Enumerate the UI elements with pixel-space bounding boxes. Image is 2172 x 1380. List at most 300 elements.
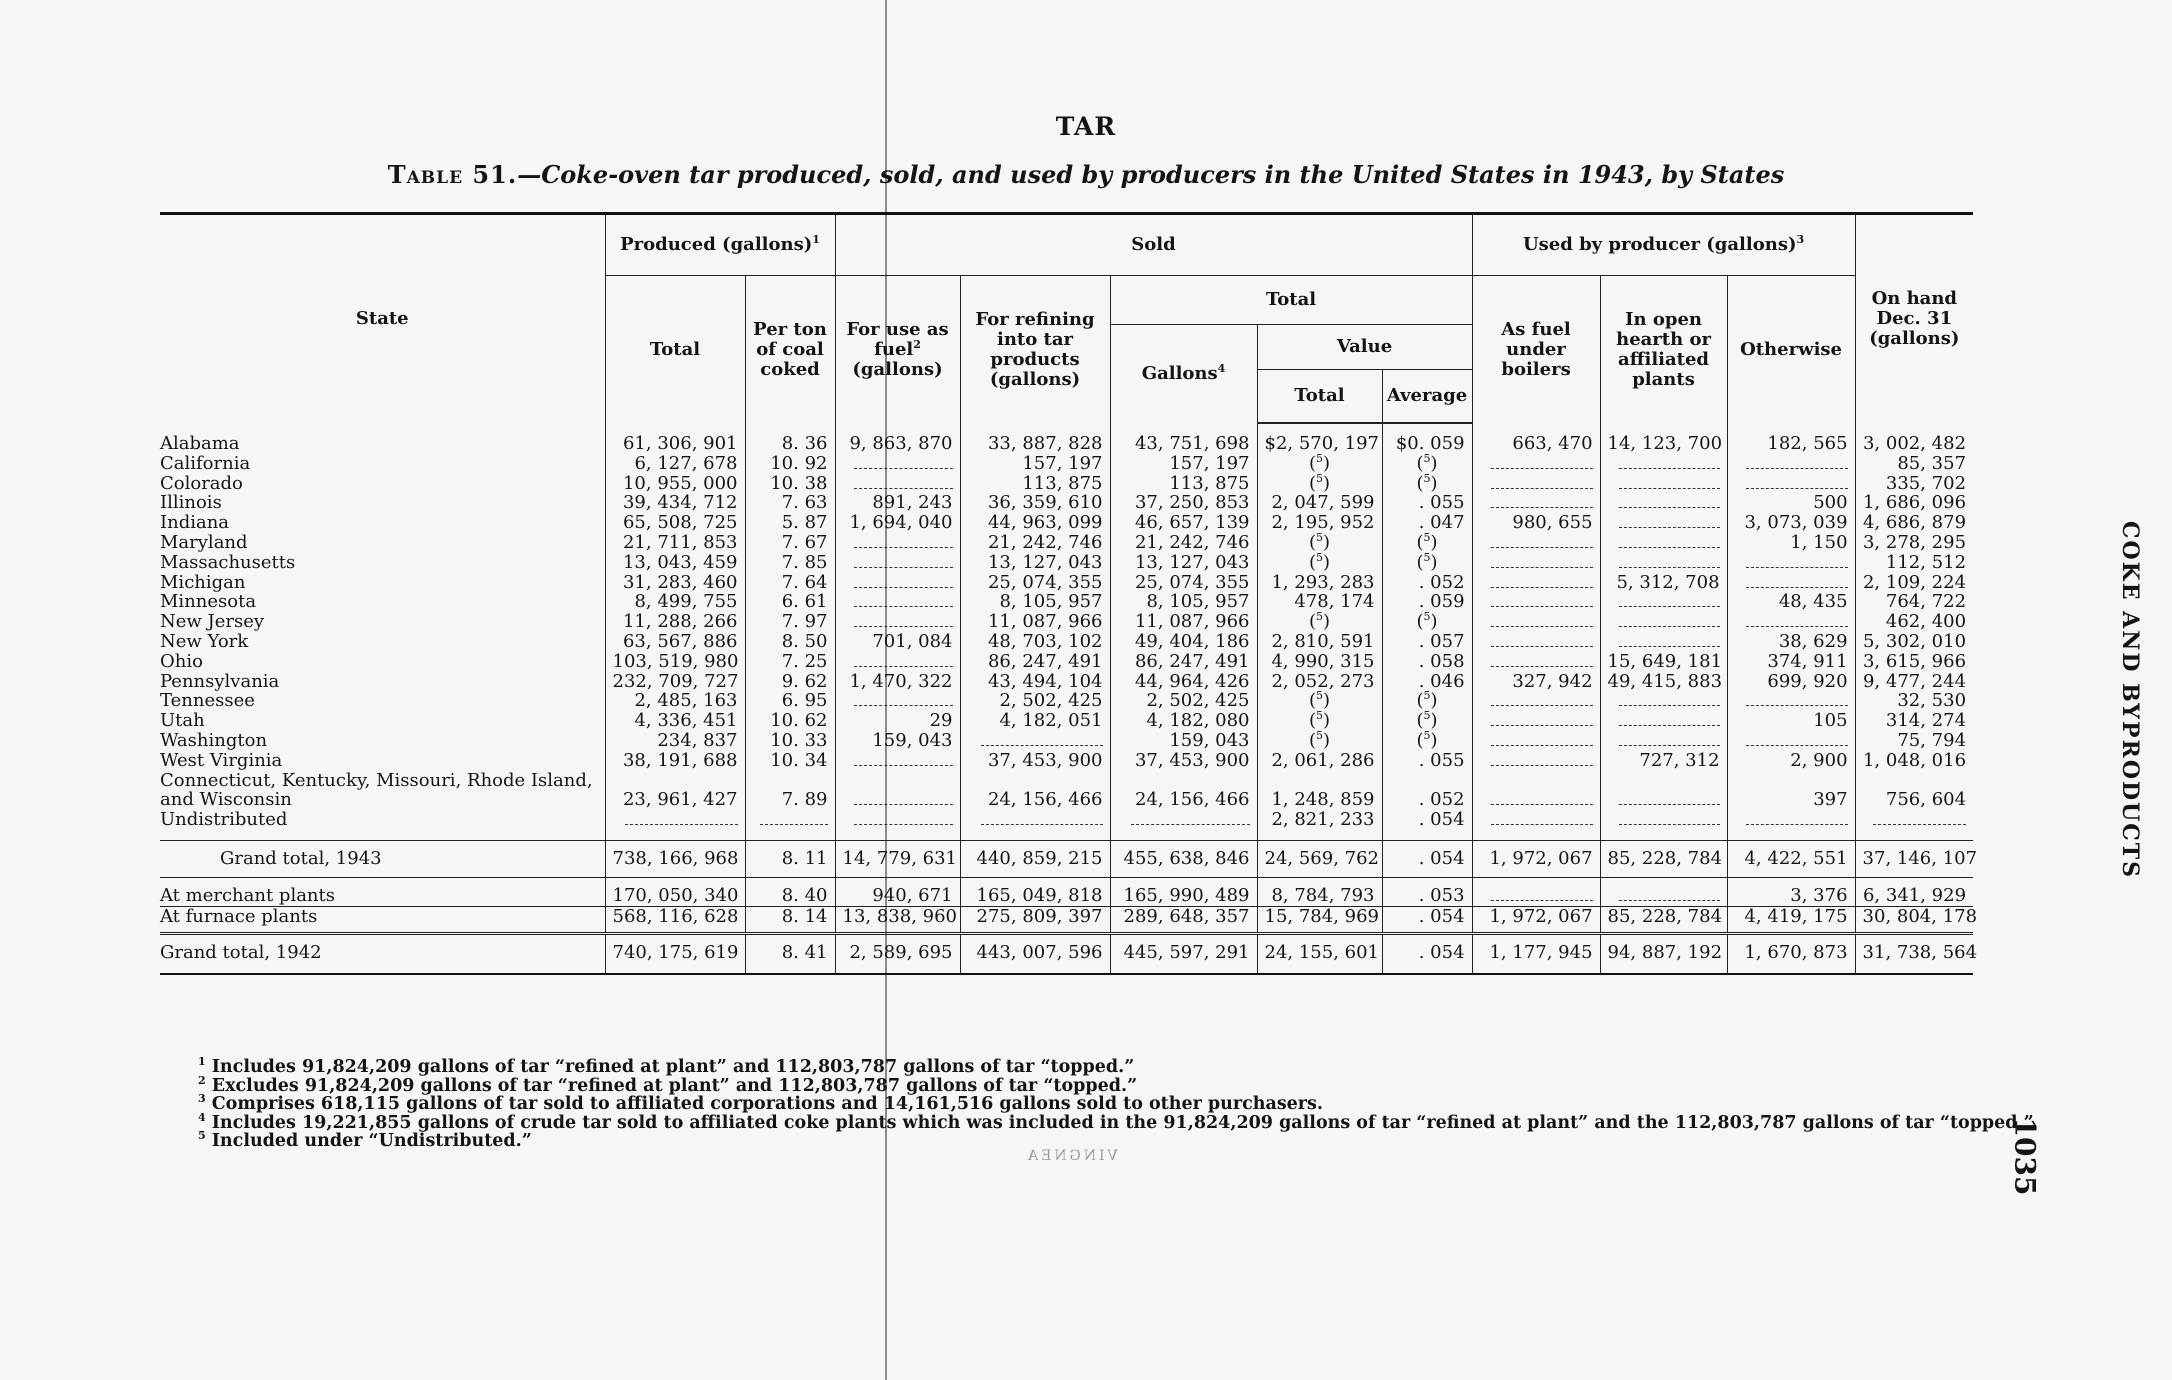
cell-fuel xyxy=(835,454,960,474)
cell-average: . 058 xyxy=(1382,652,1472,672)
cell-refining: 36, 359, 610 xyxy=(960,493,1110,513)
cell-hearth: 85, 228, 784 xyxy=(1600,906,1727,934)
cell-per-ton: 8. 40 xyxy=(745,877,835,906)
cell-hearth xyxy=(1600,533,1727,553)
row-state: Indiana xyxy=(160,512,230,534)
table-row xyxy=(160,573,1973,593)
cell-boilers xyxy=(1472,771,1600,811)
footnote: $^1$ Includes 91,824,209 gallons of tar “refined at plant” and 112,803,787 gallons of tar “topped.” xyxy=(198,1055,1135,1077)
cell-gallons: 165, 990, 489 xyxy=(1110,877,1257,906)
cell-total: 738, 166, 968 xyxy=(605,840,745,877)
cell-refining: 275, 809, 397 xyxy=(960,906,1110,934)
cell-otherwise xyxy=(1727,731,1855,751)
cell-per-ton: 7. 67 xyxy=(745,533,835,553)
cell-total: 10, 955, 000 xyxy=(605,474,745,494)
row-state: At merchant plants xyxy=(160,877,605,906)
header-produced-group: Produced (gallons)$^1$ xyxy=(605,214,835,276)
cell-total: 2, 485, 163 xyxy=(605,691,745,711)
empty-leader xyxy=(1491,888,1593,901)
cell-refining: 157, 197 xyxy=(960,454,1110,474)
empty-leader xyxy=(1619,515,1720,528)
row-state: Illinois xyxy=(160,492,222,514)
cell-gallons: 8, 105, 957 xyxy=(1110,592,1257,612)
header-sold-refining: For refining into tar products (gallons) xyxy=(960,276,1110,424)
cell-hearth xyxy=(1600,632,1727,652)
empty-leader xyxy=(854,535,953,548)
cell-fuel: 159, 043 xyxy=(835,731,960,751)
cell-refining: 21, 242, 746 xyxy=(960,533,1110,553)
cell-fuel: 701, 084 xyxy=(835,632,960,652)
cell-boilers: 980, 655 xyxy=(1472,513,1600,533)
cell-fuel xyxy=(835,533,960,553)
cell-boilers xyxy=(1472,691,1600,711)
cell-gallons: 49, 404, 186 xyxy=(1110,632,1257,652)
cell-on-hand: 335, 702 xyxy=(1855,474,1973,494)
cell-total: 8, 499, 755 xyxy=(605,592,745,612)
cell-gallons: 37, 453, 900 xyxy=(1110,751,1257,771)
header-used-hearth: In open hearth or affiliated plants xyxy=(1600,276,1727,424)
empty-leader xyxy=(1746,555,1848,568)
empty-leader xyxy=(1491,456,1593,469)
cell-otherwise: 1, 670, 873 xyxy=(1727,934,1855,974)
cell-value: 2, 821, 233 xyxy=(1257,810,1382,840)
cell-average: . 052 xyxy=(1382,573,1472,593)
cell-average: . 055 xyxy=(1382,751,1472,771)
cell-otherwise: 38, 629 xyxy=(1727,632,1855,652)
empty-leader xyxy=(1491,713,1593,726)
empty-leader xyxy=(1619,733,1720,746)
header-value-average: Average xyxy=(1382,370,1472,424)
cell-hearth xyxy=(1600,454,1727,474)
empty-leader xyxy=(1746,693,1848,706)
empty-leader xyxy=(854,753,953,766)
cell-average: . 059 xyxy=(1382,592,1472,612)
empty-leader xyxy=(1491,733,1593,746)
cell-total: 740, 175, 619 xyxy=(605,934,745,974)
cell-refining: 113, 875 xyxy=(960,474,1110,494)
row-state: California xyxy=(160,452,251,474)
cell-average: ($^5$) xyxy=(1382,612,1472,632)
cell-value: 1, 248, 859 xyxy=(1257,771,1382,811)
cell-per-ton: 8. 41 xyxy=(745,934,835,974)
page-number: 1035 xyxy=(2008,1117,2042,1196)
cell-refining: 44, 963, 099 xyxy=(960,513,1110,533)
table-row xyxy=(160,691,1973,711)
cell-hearth: 94, 887, 192 xyxy=(1600,934,1727,974)
page-heading: TAR xyxy=(1055,112,1117,141)
cell-per-ton: 8. 14 xyxy=(745,906,835,934)
cell-per-ton: 7. 85 xyxy=(745,553,835,573)
empty-leader xyxy=(1491,535,1593,548)
empty-leader xyxy=(854,594,953,607)
cell-refining: 13, 127, 043 xyxy=(960,553,1110,573)
cell-otherwise: 3, 376 xyxy=(1727,877,1855,906)
cell-value: 2, 061, 286 xyxy=(1257,751,1382,771)
empty-leader xyxy=(854,654,953,667)
cell-refining: 25, 074, 355 xyxy=(960,573,1110,593)
cell-total: 13, 043, 459 xyxy=(605,553,745,573)
cell-otherwise: 374, 911 xyxy=(1727,652,1855,672)
cell-per-ton: 7. 63 xyxy=(745,493,835,513)
cell-average: ($^5$) xyxy=(1382,553,1472,573)
row-state: Connecticut, Kentucky, Missouri, Rhode Island, and Wisconsin xyxy=(160,769,593,811)
cell-otherwise: 397 xyxy=(1727,771,1855,811)
cell-on-hand xyxy=(1855,810,1973,840)
empty-leader xyxy=(1619,555,1720,568)
cell-fuel: 1, 470, 322 xyxy=(835,672,960,692)
cell-fuel xyxy=(835,691,960,711)
cell-hearth: 5, 312, 708 xyxy=(1600,573,1727,593)
cell-per-ton: 10. 62 xyxy=(745,711,835,731)
empty-leader xyxy=(1873,812,1966,825)
empty-leader xyxy=(854,555,953,568)
cell-value: ($^5$) xyxy=(1257,711,1382,731)
cell-fuel xyxy=(835,652,960,672)
cell-boilers: 1, 177, 945 xyxy=(1472,934,1600,974)
table-row xyxy=(160,751,1973,771)
table-row xyxy=(160,553,1973,573)
cell-value: ($^5$) xyxy=(1257,731,1382,751)
cell-hearth: 49, 415, 883 xyxy=(1600,672,1727,692)
empty-leader xyxy=(854,456,953,469)
table-row xyxy=(160,612,1973,632)
cell-otherwise: 105 xyxy=(1727,711,1855,731)
cell-gallons: 46, 657, 139 xyxy=(1110,513,1257,533)
table-row xyxy=(160,454,1973,474)
cell-hearth: 14, 123, 700 xyxy=(1600,423,1727,454)
table-row xyxy=(160,771,1973,811)
cell-average: . 054 xyxy=(1382,934,1472,974)
empty-leader xyxy=(981,812,1103,825)
cell-average: ($^5$) xyxy=(1382,533,1472,553)
cell-fuel xyxy=(835,553,960,573)
cell-value: 2, 047, 599 xyxy=(1257,493,1382,513)
cell-total: 63, 567, 886 xyxy=(605,632,745,652)
cell-hearth xyxy=(1600,877,1727,906)
cell-total: 234, 837 xyxy=(605,731,745,751)
cell-hearth xyxy=(1600,731,1727,751)
cell-refining: 8, 105, 957 xyxy=(960,592,1110,612)
cell-otherwise xyxy=(1727,454,1855,474)
empty-leader xyxy=(1619,495,1720,508)
cell-boilers: 1, 972, 067 xyxy=(1472,840,1600,877)
cell-gallons: 21, 242, 746 xyxy=(1110,533,1257,553)
header-sold-fuel: For use as fuel$^2$ (gallons) xyxy=(835,276,960,424)
cell-average: . 053 xyxy=(1382,877,1472,906)
cell-per-ton: 10. 33 xyxy=(745,731,835,751)
empty-leader xyxy=(854,812,953,825)
empty-leader xyxy=(1746,575,1848,588)
cell-per-ton: 10. 34 xyxy=(745,751,835,771)
cell-fuel xyxy=(835,810,960,840)
header-value-total: Total xyxy=(1257,370,1382,424)
cell-gallons: 86, 247, 491 xyxy=(1110,652,1257,672)
cell-boilers xyxy=(1472,454,1600,474)
table-row xyxy=(160,513,1973,533)
footnotes xyxy=(198,1055,2034,1151)
cell-value: ($^5$) xyxy=(1257,474,1382,494)
empty-leader xyxy=(1619,888,1720,901)
row-state: At furnace plants xyxy=(160,906,605,934)
cell-gallons: 11, 087, 966 xyxy=(1110,612,1257,632)
empty-leader xyxy=(1619,812,1720,825)
bleed-through-stamp: VINGNEA xyxy=(1025,1148,1118,1164)
cell-boilers xyxy=(1472,493,1600,513)
cell-hearth xyxy=(1600,711,1727,731)
cell-average: . 057 xyxy=(1382,632,1472,652)
row-state: Tennessee xyxy=(160,690,255,712)
cell-per-ton: 7. 25 xyxy=(745,652,835,672)
cell-otherwise xyxy=(1727,573,1855,593)
table-row xyxy=(160,711,1973,731)
cell-per-ton: 8. 36 xyxy=(745,423,835,454)
cell-value: 24, 155, 601 xyxy=(1257,934,1382,974)
header-used-otherwise: Otherwise xyxy=(1727,276,1855,424)
empty-leader xyxy=(1491,495,1593,508)
empty-leader xyxy=(1491,693,1593,706)
header-sold-group: Sold xyxy=(835,214,1472,276)
cell-average: . 054 xyxy=(1382,906,1472,934)
cell-boilers xyxy=(1472,533,1600,553)
cell-on-hand: 6, 341, 929 xyxy=(1855,877,1973,906)
cell-hearth xyxy=(1600,493,1727,513)
cell-hearth: 15, 649, 181 xyxy=(1600,652,1727,672)
cell-otherwise: 3, 073, 039 xyxy=(1727,513,1855,533)
empty-leader xyxy=(1746,733,1848,746)
cell-fuel: 940, 671 xyxy=(835,877,960,906)
cell-hearth xyxy=(1600,553,1727,573)
cell-otherwise: 1, 150 xyxy=(1727,533,1855,553)
table-row xyxy=(160,592,1973,612)
empty-leader xyxy=(1491,476,1593,489)
cell-gallons: 445, 597, 291 xyxy=(1110,934,1257,974)
cell-per-ton xyxy=(745,810,835,840)
empty-leader xyxy=(1491,555,1593,568)
header-used-fuel: As fuel under boilers xyxy=(1472,276,1600,424)
table-row xyxy=(160,877,1973,906)
table-caption-label: Table 51. xyxy=(387,160,518,189)
row-state: Pennsylvania xyxy=(160,670,280,692)
empty-leader xyxy=(1491,812,1593,825)
cell-refining: 11, 087, 966 xyxy=(960,612,1110,632)
empty-leader xyxy=(1491,792,1593,805)
cell-on-hand: 4, 686, 879 xyxy=(1855,513,1973,533)
cell-refining: 86, 247, 491 xyxy=(960,652,1110,672)
cell-per-ton: 10. 92 xyxy=(745,454,835,474)
empty-leader xyxy=(1619,693,1720,706)
empty-leader xyxy=(854,614,953,627)
cell-per-ton: 9. 62 xyxy=(745,672,835,692)
cell-per-ton: 8. 50 xyxy=(745,632,835,652)
table-row xyxy=(160,474,1973,494)
cell-boilers xyxy=(1472,474,1600,494)
cell-total: 568, 116, 628 xyxy=(605,906,745,934)
cell-average: ($^5$) xyxy=(1382,711,1472,731)
empty-leader xyxy=(625,812,738,825)
cell-gallons: 2, 502, 425 xyxy=(1110,691,1257,711)
cell-total: 23, 961, 427 xyxy=(605,771,745,811)
cell-total: 21, 711, 853 xyxy=(605,533,745,553)
cell-value: 2, 195, 952 xyxy=(1257,513,1382,533)
cell-otherwise: 4, 422, 551 xyxy=(1727,840,1855,877)
header-per-ton: Per ton of coal coked xyxy=(745,276,835,424)
row-state: Grand total, 1942 xyxy=(160,934,605,974)
footnote: $^3$ Comprises 618,115 gallons of tar sold to affiliated corporations and 14,161,516 gallons sold to other purchasers. xyxy=(198,1092,1323,1114)
table-row xyxy=(160,672,1973,692)
empty-leader xyxy=(1619,713,1720,726)
cell-boilers xyxy=(1472,553,1600,573)
empty-leader xyxy=(1619,614,1720,627)
cell-gallons: 159, 043 xyxy=(1110,731,1257,751)
row-state: Utah xyxy=(160,710,205,732)
cell-gallons: 24, 156, 466 xyxy=(1110,771,1257,811)
cell-on-hand: 9, 477, 244 xyxy=(1855,672,1973,692)
cell-on-hand: 30, 804, 178 xyxy=(1855,906,1973,934)
cell-per-ton: 10. 38 xyxy=(745,474,835,494)
cell-per-ton: 7. 64 xyxy=(745,573,835,593)
cell-average: . 052 xyxy=(1382,771,1472,811)
cell-value: $2, 570, 197 xyxy=(1257,423,1382,454)
cell-average: . 047 xyxy=(1382,513,1472,533)
cell-fuel xyxy=(835,771,960,811)
row-state: New Jersey xyxy=(160,611,265,633)
cell-average: ($^5$) xyxy=(1382,731,1472,751)
cell-boilers xyxy=(1472,612,1600,632)
cell-average: ($^5$) xyxy=(1382,474,1472,494)
cell-fuel xyxy=(835,751,960,771)
cell-gallons: 113, 875 xyxy=(1110,474,1257,494)
empty-leader xyxy=(1491,654,1593,667)
cell-hearth xyxy=(1600,513,1727,533)
cell-fuel xyxy=(835,592,960,612)
cell-refining: 165, 049, 818 xyxy=(960,877,1110,906)
cell-otherwise: 699, 920 xyxy=(1727,672,1855,692)
table-row xyxy=(160,493,1973,513)
cell-value: 2, 810, 591 xyxy=(1257,632,1382,652)
cell-gallons: 44, 964, 426 xyxy=(1110,672,1257,692)
table-row xyxy=(160,731,1973,751)
cell-refining: 443, 007, 596 xyxy=(960,934,1110,974)
cell-otherwise xyxy=(1727,810,1855,840)
cell-gallons: 43, 751, 698 xyxy=(1110,423,1257,454)
cell-hearth xyxy=(1600,612,1727,632)
cell-refining: 43, 494, 104 xyxy=(960,672,1110,692)
cell-total: 6, 127, 678 xyxy=(605,454,745,474)
table-row xyxy=(160,652,1973,672)
row-state: Alabama xyxy=(160,433,240,454)
empty-leader xyxy=(1491,575,1593,588)
cell-value: 8, 784, 793 xyxy=(1257,877,1382,906)
empty-leader xyxy=(1619,535,1720,548)
cell-on-hand: 32, 530 xyxy=(1855,691,1973,711)
header-produced-total: Total xyxy=(605,276,745,424)
cell-boilers xyxy=(1472,731,1600,751)
cell-on-hand: 1, 686, 096 xyxy=(1855,493,1973,513)
row-state: Grand total, 1943 xyxy=(160,840,605,877)
cell-boilers: 1, 972, 067 xyxy=(1472,906,1600,934)
row-state: Colorado xyxy=(160,472,243,494)
cell-value: ($^5$) xyxy=(1257,612,1382,632)
cell-value: ($^5$) xyxy=(1257,553,1382,573)
empty-leader xyxy=(1619,456,1720,469)
cell-otherwise: 48, 435 xyxy=(1727,592,1855,612)
cell-fuel: 891, 243 xyxy=(835,493,960,513)
cell-on-hand: 3, 278, 295 xyxy=(1855,533,1973,553)
cell-refining xyxy=(960,731,1110,751)
cell-fuel: 29 xyxy=(835,711,960,731)
table-row xyxy=(160,934,1973,974)
cell-otherwise xyxy=(1727,474,1855,494)
cell-on-hand: 3, 002, 482 xyxy=(1855,423,1973,454)
cell-refining xyxy=(960,810,1110,840)
cell-gallons xyxy=(1110,810,1257,840)
cell-boilers xyxy=(1472,592,1600,612)
cell-fuel: 14, 779, 631 xyxy=(835,840,960,877)
empty-leader xyxy=(1619,792,1720,805)
cell-on-hand: 5, 302, 010 xyxy=(1855,632,1973,652)
empty-leader xyxy=(1491,614,1593,627)
table-row xyxy=(160,632,1973,652)
cell-gallons: 25, 074, 355 xyxy=(1110,573,1257,593)
row-state: West Virginia xyxy=(160,749,283,771)
header-sold-gallons: Gallons$^4$ xyxy=(1110,325,1257,424)
cell-gallons: 4, 182, 080 xyxy=(1110,711,1257,731)
cell-on-hand: 85, 357 xyxy=(1855,454,1973,474)
cell-otherwise: 2, 900 xyxy=(1727,751,1855,771)
empty-leader xyxy=(1746,812,1848,825)
cell-total: 4, 336, 451 xyxy=(605,711,745,731)
row-state: Washington xyxy=(160,729,268,751)
row-state: Michigan xyxy=(160,571,246,593)
cell-per-ton: 7. 97 xyxy=(745,612,835,632)
empty-leader xyxy=(1619,476,1720,489)
cell-value: ($^5$) xyxy=(1257,533,1382,553)
cell-refining: 440, 859, 215 xyxy=(960,840,1110,877)
tar-table xyxy=(160,212,1978,975)
cell-fuel: 9, 863, 870 xyxy=(835,423,960,454)
cell-per-ton: 7. 89 xyxy=(745,771,835,811)
row-state: Minnesota xyxy=(160,591,257,613)
table-caption-text: —Coke-oven tar produced, sold, and used by producers in the United States in 1943, by States xyxy=(517,160,1785,189)
cell-hearth: 727, 312 xyxy=(1600,751,1727,771)
cell-value: 2, 052, 273 xyxy=(1257,672,1382,692)
cell-otherwise xyxy=(1727,553,1855,573)
cell-on-hand: 1, 048, 016 xyxy=(1855,751,1973,771)
cell-average: $0. 059 xyxy=(1382,423,1472,454)
row-state: Ohio xyxy=(160,650,203,672)
cell-refining: 37, 453, 900 xyxy=(960,751,1110,771)
footnote: $^5$ Included under “Undistributed.” xyxy=(198,1129,532,1151)
cell-per-ton: 6. 95 xyxy=(745,691,835,711)
table-row xyxy=(160,840,1973,877)
cell-on-hand: 31, 738, 564 xyxy=(1855,934,1973,974)
cell-on-hand: 75, 794 xyxy=(1855,731,1973,751)
cell-hearth xyxy=(1600,691,1727,711)
cell-value: ($^5$) xyxy=(1257,691,1382,711)
cell-boilers xyxy=(1472,810,1600,840)
table-row xyxy=(160,906,1973,934)
empty-leader xyxy=(981,733,1103,746)
cell-on-hand: 37, 146, 107 xyxy=(1855,840,1973,877)
cell-per-ton: 6. 61 xyxy=(745,592,835,612)
cell-gallons: 289, 648, 357 xyxy=(1110,906,1257,934)
empty-leader xyxy=(1619,594,1720,607)
cell-total: 170, 050, 340 xyxy=(605,877,745,906)
cell-otherwise: 500 xyxy=(1727,493,1855,513)
row-state: Massachusetts xyxy=(160,551,296,573)
cell-total: 39, 434, 712 xyxy=(605,493,745,513)
cell-total: 232, 709, 727 xyxy=(605,672,745,692)
